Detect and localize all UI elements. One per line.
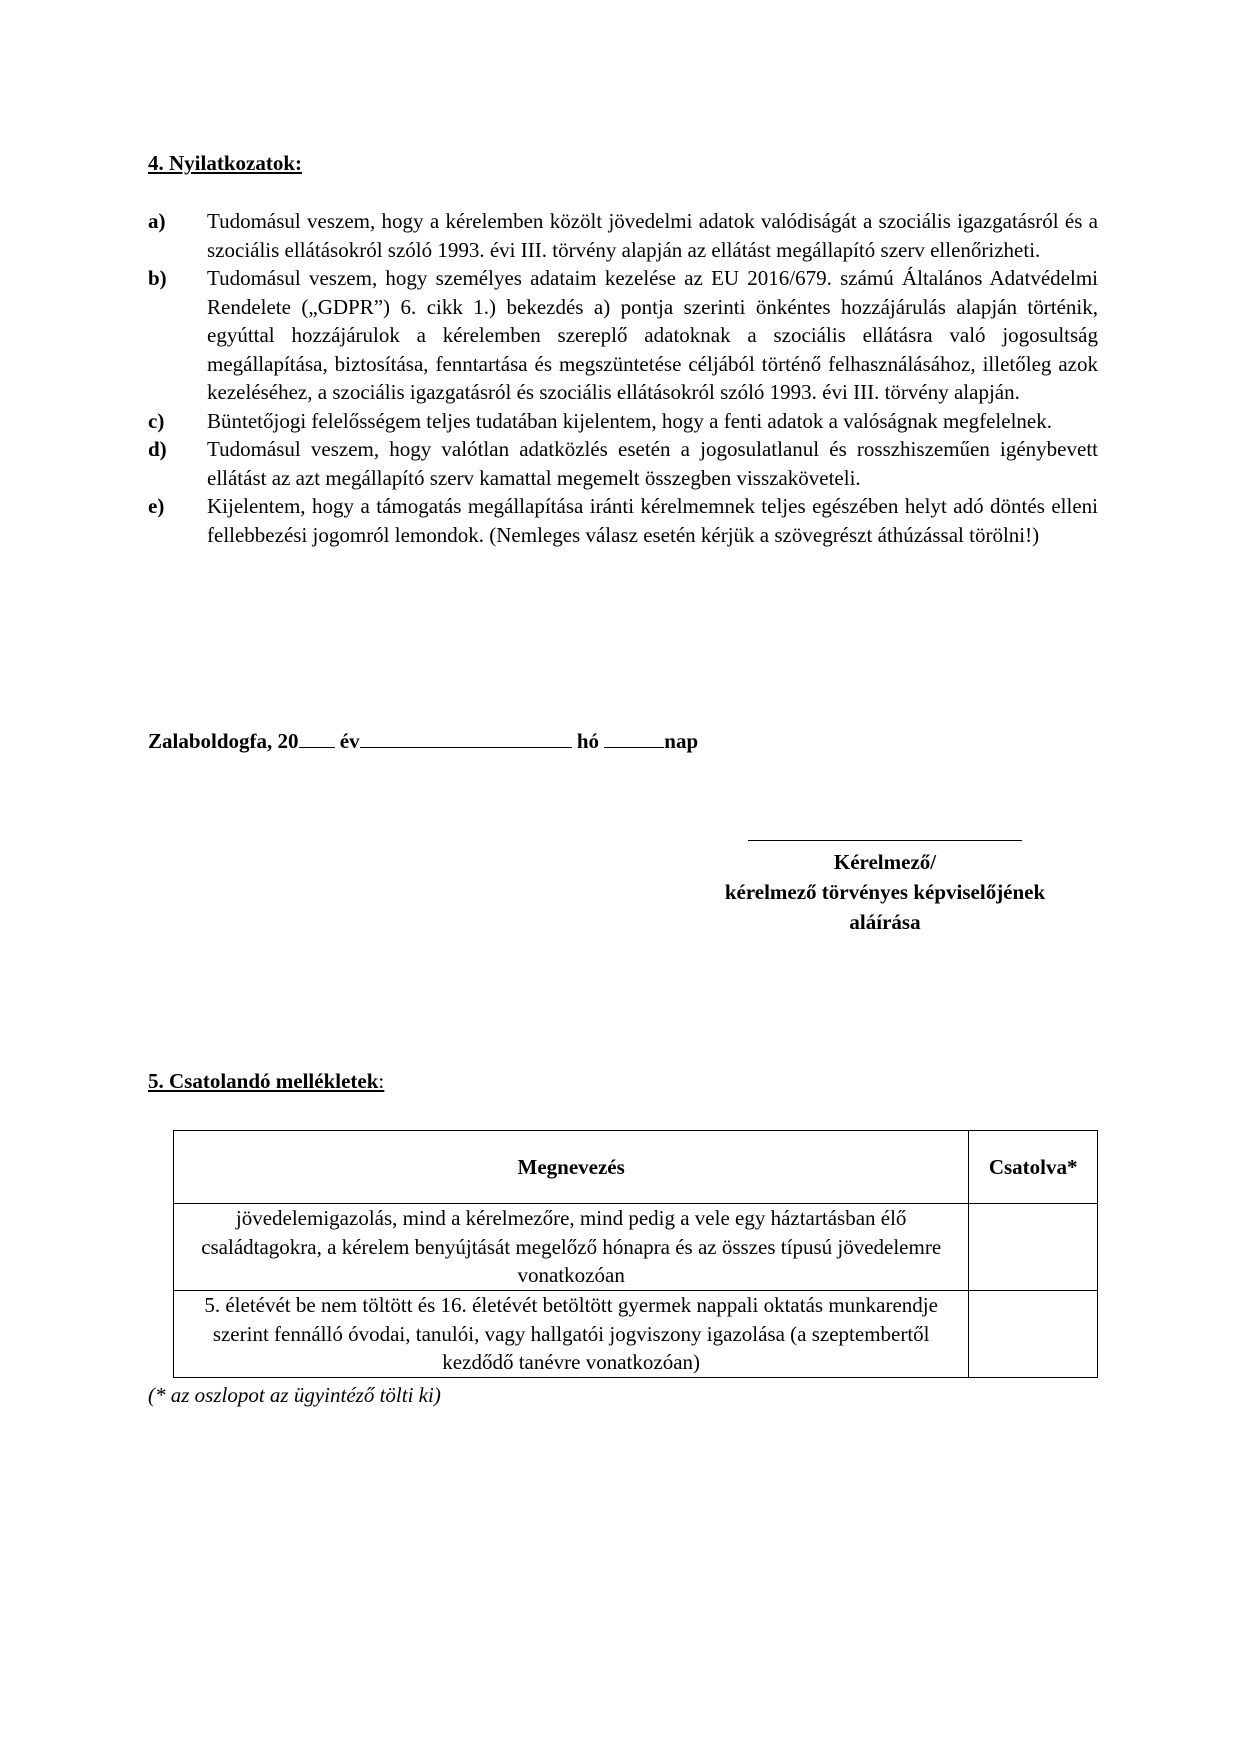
attachments-table bbox=[173, 1130, 1098, 1378]
declaration-letter: a) bbox=[148, 209, 166, 233]
section-5-title-colon: : bbox=[378, 1069, 385, 1093]
declaration-text: Kijelentem, hogy a támogatás megállapítása iránti kérelmemnek teljes egészében helyt adó döntés elleni fellebbezési jogomról lemondok. (Nemleges válasz esetén kérjük a szövegrészt áthúzással törölni!) bbox=[207, 494, 1098, 547]
place-date-line bbox=[148, 727, 698, 756]
declaration-letter: e) bbox=[148, 494, 165, 518]
column-header-attached: Csatolva* bbox=[969, 1131, 1098, 1204]
declaration-text: Tudomásul veszem, hogy a kérelemben közölt jövedelmi adatok valódiságát a szociális igazgatásról és a szociális ellátásokról szóló 1993. évi III. törvény alapján az ellátást megállapító szerv ellenőrizheti. bbox=[207, 209, 1098, 262]
section-4-title: 4. Nyilatkozatok: bbox=[148, 151, 302, 175]
signature-caption-3: aláírása bbox=[849, 910, 921, 934]
attachment-name-cell: jövedelemigazolás, mind a kérelmezőre, mind pedig a vele egy háztartásban élő családtagokra, a kérelem benyújtását megelőző hónapra és az összes típusú jövedelemre vonatkozóan bbox=[174, 1204, 969, 1291]
declaration-text: Büntetőjogi felelősségem teljes tudatában kijelentem, hogy a fenti adatok a valóságnak megfelelnek. bbox=[207, 408, 1052, 433]
declaration-item-a bbox=[148, 207, 1098, 264]
declaration-item-e bbox=[148, 492, 1098, 549]
attachment-checked-cell[interactable] bbox=[969, 1204, 1098, 1291]
section-5-title-text: 5. Csatolandó mellékletek bbox=[148, 1069, 379, 1093]
declaration-letter: c) bbox=[148, 408, 165, 433]
signature-block bbox=[665, 840, 1105, 937]
declaration-letter: d) bbox=[148, 437, 167, 461]
attachment-name-cell: 5. életévét be nem töltött és 16. életévét betöltött gyermek nappali oktatás munkarendje szerint fennálló óvodai, tanulói, vagy hallgatói jogviszony igazolása (a szeptembertől kezdődő tanévre vonatkozóan) bbox=[174, 1291, 969, 1378]
table-row bbox=[174, 1291, 1098, 1378]
declaration-item-c bbox=[148, 407, 1098, 436]
signature-line[interactable] bbox=[748, 840, 1022, 841]
declaration-item-d bbox=[148, 435, 1098, 492]
year-label: év bbox=[339, 729, 360, 753]
declaration-item-b bbox=[148, 264, 1098, 407]
place-label: Zalaboldogfa, 20 bbox=[148, 729, 299, 753]
month-label: hó bbox=[576, 729, 600, 753]
table-header-row bbox=[174, 1131, 1098, 1204]
declaration-list bbox=[148, 207, 1098, 549]
day-blank[interactable] bbox=[604, 728, 664, 748]
day-label: nap bbox=[664, 729, 699, 753]
attachment-checked-cell[interactable] bbox=[969, 1291, 1098, 1378]
declaration-text: Tudomásul veszem, hogy személyes adataim kezelése az EU 2016/679. számú Általános Adatvédelmi Rendelete („GDPR”) 6. cikk 1.) bekezdés a) pontja szerinti önkéntes hozzájárulás alapján történik, egyúttal hozzájárulok a kérelemben szereplő adatoknak a szociális ellátásra való jogosultság megállapítása, biztosítása, fenntartása és megszüntetése céljából történő felhasználásához, illetőleg azok kezeléséhez, a szociális igazgatásról és szociális ellátásokról szóló 1993. évi III. törvény alapján. bbox=[207, 266, 1098, 404]
year-blank[interactable] bbox=[299, 728, 335, 748]
declaration-text: Tudomásul veszem, hogy valótlan adatközlés esetén a jogosulatlanul és rosszhiszeműen igénybevett ellátást az azt megállapító szerv kamattal megemelt összegben visszaköveteli. bbox=[207, 437, 1098, 490]
declaration-letter: b) bbox=[148, 266, 167, 290]
month-blank[interactable] bbox=[360, 728, 572, 748]
table-row bbox=[174, 1204, 1098, 1291]
section-5-title bbox=[148, 1067, 384, 1096]
signature-caption-1: Kérelmező/ bbox=[833, 850, 937, 874]
column-header-name: Megnevezés bbox=[174, 1131, 969, 1204]
signature-caption-2: kérelmező törvényes képviselőjének bbox=[724, 880, 1046, 904]
table-footnote: (* az oszlopot az ügyintéző tölti ki) bbox=[148, 1383, 441, 1407]
